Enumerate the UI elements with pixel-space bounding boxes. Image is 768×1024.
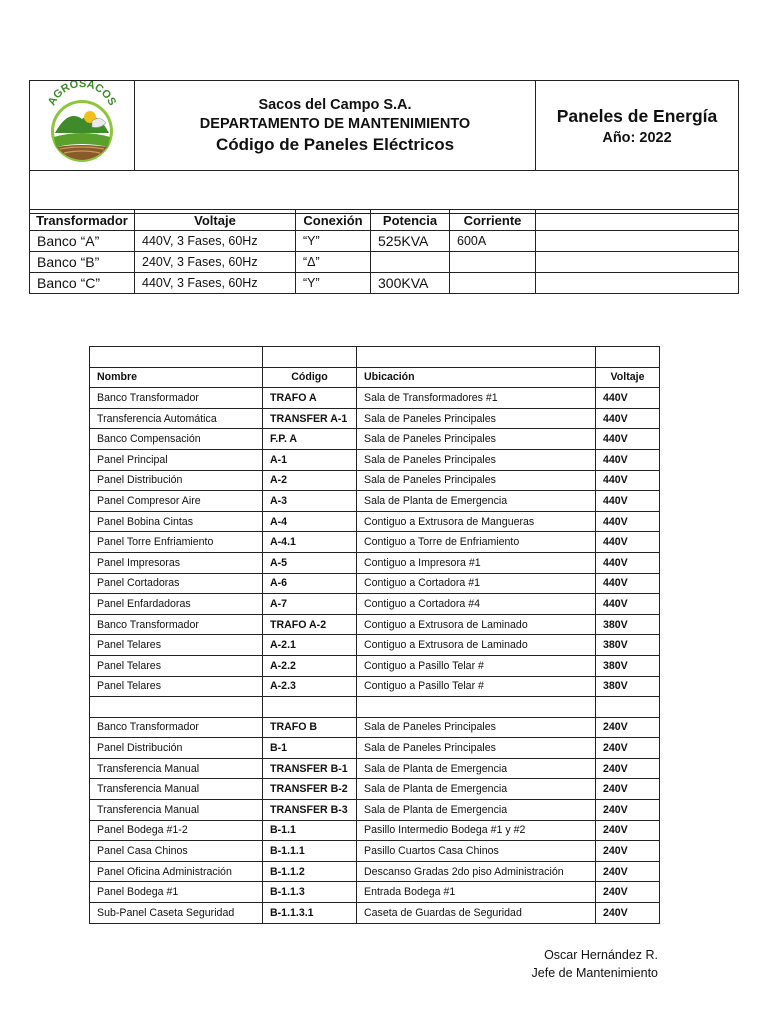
panel-row <box>90 820 660 841</box>
panel-name: Sub-Panel Caseta Seguridad <box>90 903 263 924</box>
panel-location: Contiguo a Impresora #1 <box>357 552 596 573</box>
panel-location: Sala de Paneles Principales <box>357 470 596 491</box>
department-name: DEPARTAMENTO DE MANTENIMIENTO <box>199 115 471 132</box>
panel-location: Sala de Transformadores #1 <box>357 388 596 409</box>
panel-name: Panel Oficina Administración <box>90 861 263 882</box>
panel-code: TRANSFER B-1 <box>263 758 357 779</box>
header-corriente: Corriente <box>450 210 536 231</box>
panel-location: Contiguo a Extrusora de Laminado <box>357 635 596 656</box>
panel-name: Banco Transformador <box>90 388 263 409</box>
logo-text: AGROSACOS <box>45 81 119 108</box>
panel-code: A-4 <box>263 511 357 532</box>
panel-code: A-2.3 <box>263 676 357 697</box>
company-name: Sacos del Campo S.A. <box>258 96 412 113</box>
panel-voltage: 240V <box>596 717 660 738</box>
transformer-connection: “Y” <box>296 231 371 252</box>
panel-row <box>90 511 660 532</box>
panel-row <box>90 635 660 656</box>
logo-cell <box>30 81 135 171</box>
panel-voltage: 380V <box>596 655 660 676</box>
panels-title: Paneles de Energía <box>556 105 718 126</box>
panel-row <box>90 470 660 491</box>
spacer-cell <box>596 697 660 718</box>
panel-row <box>90 491 660 512</box>
panel-code: B-1.1 <box>263 820 357 841</box>
panel-voltage: 240V <box>596 758 660 779</box>
transformer-row <box>30 231 739 252</box>
panel-code: A-4.1 <box>263 532 357 553</box>
panel-location: Entrada Bodega #1 <box>357 882 596 903</box>
panel-voltage: 240V <box>596 903 660 924</box>
transformer-power <box>371 252 450 273</box>
header-codigo: Código <box>263 367 357 388</box>
signature-title: Jefe de Mantenimiento <box>531 966 658 980</box>
panel-location: Contiguo a Pasillo Telar # <box>357 655 596 676</box>
panel-voltage: 240V <box>596 882 660 903</box>
transformer-name: Banco “C” <box>30 273 135 294</box>
panel-code: TRAFO A-2 <box>263 614 357 635</box>
transformer-header-row <box>30 210 739 231</box>
spacer-cell <box>263 347 357 368</box>
panel-voltage: 440V <box>596 429 660 450</box>
panel-name: Transferencia Automática <box>90 408 263 429</box>
spacer-row <box>90 347 660 368</box>
panel-name: Banco Compensación <box>90 429 263 450</box>
panel-name: Panel Bodega #1-2 <box>90 820 263 841</box>
panel-code: TRANSFER A-1 <box>263 408 357 429</box>
document-title: Código de Paneles Eléctricos <box>215 134 455 154</box>
panel-voltage: 240V <box>596 841 660 862</box>
panel-row <box>90 717 660 738</box>
panel-location: Contiguo a Extrusora de Laminado <box>357 614 596 635</box>
transformer-empty <box>536 252 739 273</box>
panel-location: Pasillo Cuartos Casa Chinos <box>357 841 596 862</box>
spacer-cell <box>90 347 263 368</box>
panel-code: TRANSFER B-2 <box>263 779 357 800</box>
panel-voltage: 380V <box>596 676 660 697</box>
panel-table-body <box>90 347 660 924</box>
panel-location: Contiguo a Extrusora de Mangueras <box>357 511 596 532</box>
panel-name: Panel Impresoras <box>90 552 263 573</box>
header-conexion: Conexión <box>296 210 371 231</box>
panel-row <box>90 429 660 450</box>
panel-row <box>90 552 660 573</box>
spacer-row <box>90 697 660 718</box>
header-transformador: Transformador <box>30 210 135 231</box>
panel-voltage: 240V <box>596 800 660 821</box>
transformer-voltage: 440V, 3 Fases, 60Hz <box>135 231 296 252</box>
header-voltaje: Voltaje <box>135 210 296 231</box>
panel-name: Panel Bodega #1 <box>90 882 263 903</box>
header-voltaje: Voltaje <box>596 367 660 388</box>
header-nombre: Nombre <box>90 367 263 388</box>
panel-location: Sala de Planta de Emergencia <box>357 491 596 512</box>
panel-location: Caseta de Guardas de Seguridad <box>357 903 596 924</box>
panel-name: Panel Torre Enfriamiento <box>90 532 263 553</box>
year-label: Año: 2022 <box>602 129 672 146</box>
transformer-row <box>30 273 739 294</box>
panel-code: A-2 <box>263 470 357 491</box>
transformer-empty <box>536 273 739 294</box>
panel-code: B-1.1.1 <box>263 841 357 862</box>
panel-row <box>90 655 660 676</box>
panel-code: A-5 <box>263 552 357 573</box>
panel-name: Transferencia Manual <box>90 779 263 800</box>
panel-location: Descanso Gradas 2do piso Administración <box>357 861 596 882</box>
panel-row <box>90 594 660 615</box>
transformer-power: 300KVA <box>371 273 450 294</box>
panel-location: Sala de Paneles Principales <box>357 429 596 450</box>
panel-row <box>90 882 660 903</box>
header-empty <box>536 210 739 231</box>
panel-row <box>90 388 660 409</box>
transformer-voltage: 240V, 3 Fases, 60Hz <box>135 252 296 273</box>
panel-code: B-1 <box>263 738 357 759</box>
panel-name: Panel Cortadoras <box>90 573 263 594</box>
panel-location: Contiguo a Cortadora #1 <box>357 573 596 594</box>
panel-code: TRANSFER B-3 <box>263 800 357 821</box>
company-cell <box>135 81 536 171</box>
panel-row <box>90 614 660 635</box>
panel-location: Contiguo a Pasillo Telar # <box>357 676 596 697</box>
header-potencia: Potencia <box>371 210 450 231</box>
panel-code: TRAFO B <box>263 717 357 738</box>
panel-name: Banco Transformador <box>90 614 263 635</box>
transformer-name: Banco “A” <box>30 231 135 252</box>
header-ubicacion: Ubicación <box>357 367 596 388</box>
panel-name: Panel Telares <box>90 676 263 697</box>
transformer-connection: “Y” <box>296 273 371 294</box>
panel-location: Contiguo a Torre de Enfriamiento <box>357 532 596 553</box>
transformer-current <box>450 252 536 273</box>
spacer-cell <box>357 347 596 368</box>
panel-row <box>90 738 660 759</box>
panel-location: Pasillo Intermedio Bodega #1 y #2 <box>357 820 596 841</box>
panel-voltage: 240V <box>596 820 660 841</box>
panel-code: A-1 <box>263 449 357 470</box>
panel-name: Panel Telares <box>90 655 263 676</box>
panel-voltage: 440V <box>596 573 660 594</box>
panel-voltage: 440V <box>596 594 660 615</box>
panel-row <box>90 779 660 800</box>
panel-location: Sala de Paneles Principales <box>357 738 596 759</box>
panel-voltage: 440V <box>596 449 660 470</box>
panel-voltage: 240V <box>596 779 660 800</box>
panel-location: Sala de Paneles Principales <box>357 717 596 738</box>
panel-name: Panel Casa Chinos <box>90 841 263 862</box>
transformer-voltage: 440V, 3 Fases, 60Hz <box>135 273 296 294</box>
panel-voltage: 240V <box>596 861 660 882</box>
panel-name: Panel Principal <box>90 449 263 470</box>
blank-row <box>30 171 739 214</box>
panel-row <box>90 449 660 470</box>
panel-code: A-2.1 <box>263 635 357 656</box>
panel-name: Transferencia Manual <box>90 800 263 821</box>
title-cell <box>536 81 739 171</box>
panel-table <box>89 346 660 924</box>
panel-location: Contiguo a Cortadora #4 <box>357 594 596 615</box>
agrosacos-logo <box>42 81 122 165</box>
panel-location: Sala de Planta de Emergencia <box>357 779 596 800</box>
panel-code: B-1.1.3.1 <box>263 903 357 924</box>
panel-header-row <box>90 367 660 388</box>
panel-voltage: 440V <box>596 470 660 491</box>
panel-voltage: 440V <box>596 388 660 409</box>
panel-location: Sala de Paneles Principales <box>357 449 596 470</box>
panel-row <box>90 573 660 594</box>
panel-name: Transferencia Manual <box>90 758 263 779</box>
panel-code: A-2.2 <box>263 655 357 676</box>
panel-code: A-3 <box>263 491 357 512</box>
panel-voltage: 440V <box>596 532 660 553</box>
transformer-name: Banco “B” <box>30 252 135 273</box>
panel-code: B-1.1.2 <box>263 861 357 882</box>
panel-code: TRAFO A <box>263 388 357 409</box>
panel-row <box>90 758 660 779</box>
blank-cell <box>30 171 739 214</box>
transformer-power: 525KVA <box>371 231 450 252</box>
panel-name: Panel Compresor Aire <box>90 491 263 512</box>
signature-block <box>532 946 658 982</box>
header-table <box>29 80 739 214</box>
panel-voltage: 440V <box>596 511 660 532</box>
panel-row <box>90 800 660 821</box>
panel-row <box>90 532 660 553</box>
panel-location: Sala de Paneles Principales <box>357 408 596 429</box>
spacer-cell <box>263 697 357 718</box>
panel-name: Panel Bobina Cintas <box>90 511 263 532</box>
spacer-cell <box>357 697 596 718</box>
panel-name: Panel Distribución <box>90 470 263 491</box>
panel-code: A-7 <box>263 594 357 615</box>
transformer-connection: “Δ” <box>296 252 371 273</box>
transformer-current <box>450 273 536 294</box>
panel-location: Sala de Planta de Emergencia <box>357 758 596 779</box>
panel-voltage: 440V <box>596 408 660 429</box>
panel-row <box>90 676 660 697</box>
panel-voltage: 380V <box>596 614 660 635</box>
panel-voltage: 240V <box>596 738 660 759</box>
panel-name: Panel Enfardadoras <box>90 594 263 615</box>
panel-row <box>90 408 660 429</box>
transformer-empty <box>536 231 739 252</box>
panel-code: A-6 <box>263 573 357 594</box>
panel-name: Panel Telares <box>90 635 263 656</box>
panel-name: Panel Distribución <box>90 738 263 759</box>
panel-voltage: 440V <box>596 552 660 573</box>
spacer-cell <box>596 347 660 368</box>
panel-name: Banco Transformador <box>90 717 263 738</box>
panel-voltage: 440V <box>596 491 660 512</box>
panel-code: F.P. A <box>263 429 357 450</box>
panel-voltage: 380V <box>596 635 660 656</box>
signature-name: Oscar Hernández R. <box>544 948 658 962</box>
spacer-cell <box>90 697 263 718</box>
panel-row <box>90 903 660 924</box>
transformer-current: 600A <box>450 231 536 252</box>
panel-code: B-1.1.3 <box>263 882 357 903</box>
transformer-table <box>29 209 739 294</box>
transformer-row <box>30 252 739 273</box>
panel-row <box>90 861 660 882</box>
panel-row <box>90 841 660 862</box>
panel-location: Sala de Planta de Emergencia <box>357 800 596 821</box>
